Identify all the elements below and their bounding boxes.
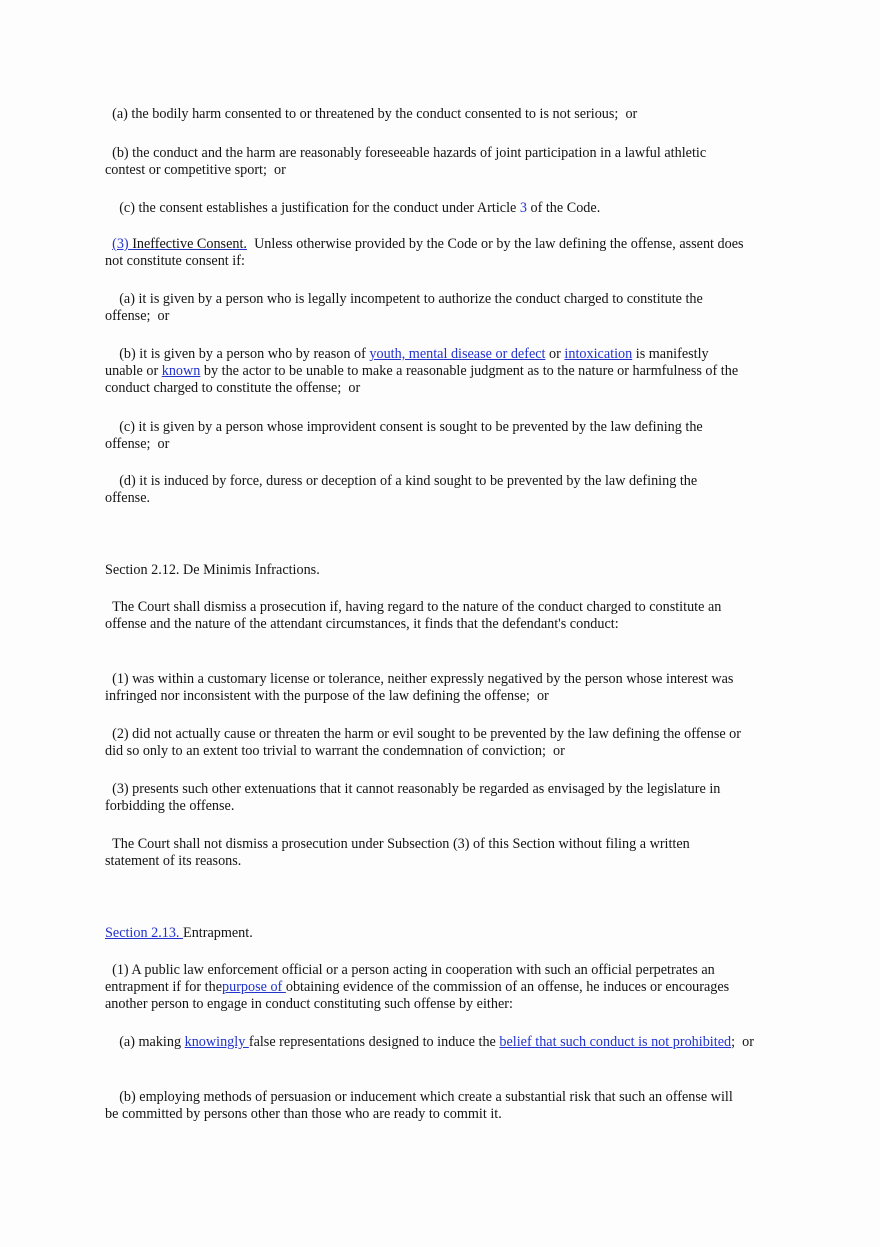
paragraph-text: false representations designed to induce the <box>248 1034 500 1050</box>
paragraph-2-11-3b <box>105 346 745 397</box>
paragraph-2-11-2c <box>105 200 745 217</box>
paragraph-text: Unless otherwise provided by the Code or by the law defining the offense, assent does not constitute consent if: <box>105 236 748 269</box>
paragraph-2-11-3d <box>105 473 745 507</box>
paragraph-text: (d) it is induced by force, duress or deception of a kind sought to be prevented by the law defining the offense. <box>105 473 701 506</box>
paragraph-text: The Court shall dismiss a prosecution if, having regard to the nature of the conduct charged to constitute an offense and the nature of the attendant circumstances, it finds that the defendant's conduct: <box>105 599 725 632</box>
paragraph-text: (1) A public law enforcement official or a person acting in cooperation with such an official perpetrates an entrapment if for the <box>105 962 719 995</box>
section-2-13-heading <box>105 925 745 942</box>
paragraph-text: obtaining evidence of the commission of an offense, he induces or encourages another person to engage in conduct constituting such offense by either: <box>105 979 733 1012</box>
paragraph-2-11-2b <box>105 145 745 179</box>
section-2-12-heading <box>105 562 745 579</box>
paragraph-text: (a) it is given by a person who is legally incompetent to authorize the conduct charged to constitute the offense; or <box>105 291 707 324</box>
subsection-3-link[interactable]: (3) <box>112 236 133 252</box>
paragraph-2-12-1 <box>105 671 745 705</box>
youth-mental-disease-link[interactable]: youth, mental disease or defect <box>369 346 546 362</box>
section-heading: Entrapment. <box>183 925 253 941</box>
paragraph-text: (c) it is given by a person whose improvident consent is sought to be prevented by the law defining the offense; or <box>105 419 707 452</box>
intoxication-link[interactable]: intoxication <box>564 346 633 362</box>
paragraph-2-12-2 <box>105 726 745 760</box>
paragraph-2-11-3c <box>105 419 745 453</box>
paragraph-text: The Court shall not dismiss a prosecution under Subsection (3) of this Section without filing a written statement of its reasons. <box>105 836 694 869</box>
paragraph-text: (2) did not actually cause or threaten the harm or evil sought to be prevented by the law defining the offense or did so only to an extent too trivial to warrant the condemnation of conviction; or <box>105 726 745 759</box>
section-heading: Section 2.12. De Minimis Infractions. <box>105 562 320 578</box>
paragraph-text: (a) the bodily harm consented to or threatened by the conduct consented to is not serious; or <box>112 106 638 122</box>
paragraph-text: (c) the consent establishes a justification for the conduct under Article <box>119 200 520 216</box>
known-link[interactable]: known <box>161 363 201 379</box>
paragraph-text: (1) was within a customary license or tolerance, neither expressly negatived by the person whose interest was infringed nor inconsistent with the purpose of the law defining the offense; or <box>105 671 737 704</box>
paragraph-2-13-1b <box>105 1089 745 1123</box>
paragraph-text: is manifestly unable or <box>105 346 713 379</box>
paragraph-text: (b) the conduct and the harm are reasonably foreseeable hazards of joint participation in a lawful athletic contest or competitive sport; or <box>105 145 710 178</box>
paragraph-text: (b) it is given by a person who by reason of <box>119 346 370 362</box>
paragraph-text: (b) employing methods of persuasion or inducement which create a substantial risk that such an offense will be committed by persons other than those who are ready to commit it. <box>105 1089 737 1122</box>
paragraph-text: or <box>545 346 565 362</box>
paragraph-text: (a) making <box>119 1034 185 1050</box>
paragraph-2-12-closing <box>105 836 745 870</box>
paragraph-2-13-1 <box>105 962 745 1013</box>
paragraph-text: by the actor to be unable to make a reasonable judgment as to the nature or harmfulness of the conduct charged to constitute the offense; or <box>105 363 742 396</box>
paragraph-2-11-3a <box>105 291 745 325</box>
purpose-of-link[interactable]: purpose of <box>222 979 286 995</box>
paragraph-2-12-3 <box>105 781 745 815</box>
paragraph-2-11-2a <box>105 106 745 123</box>
paragraph-2-12-intro <box>105 599 745 633</box>
belief-not-prohibited-link[interactable]: belief that such conduct is not prohibited <box>499 1034 732 1050</box>
article-3-link[interactable]: 3 <box>519 200 527 216</box>
knowingly-link[interactable]: knowingly <box>184 1034 249 1050</box>
paragraph-text: (3) presents such other extenuations that it cannot reasonably be regarded as envisaged by the legislature in forbidding the offense. <box>105 781 724 814</box>
paragraph-text: of the Code. <box>526 200 601 216</box>
subsection-title: Ineffective Consent. <box>132 236 247 252</box>
paragraph-2-13-1a <box>105 1034 765 1051</box>
section-2-13-link[interactable]: Section 2.13. <box>105 925 184 941</box>
paragraph-2-11-3 <box>105 236 748 270</box>
paragraph-text: ; or <box>731 1034 754 1050</box>
